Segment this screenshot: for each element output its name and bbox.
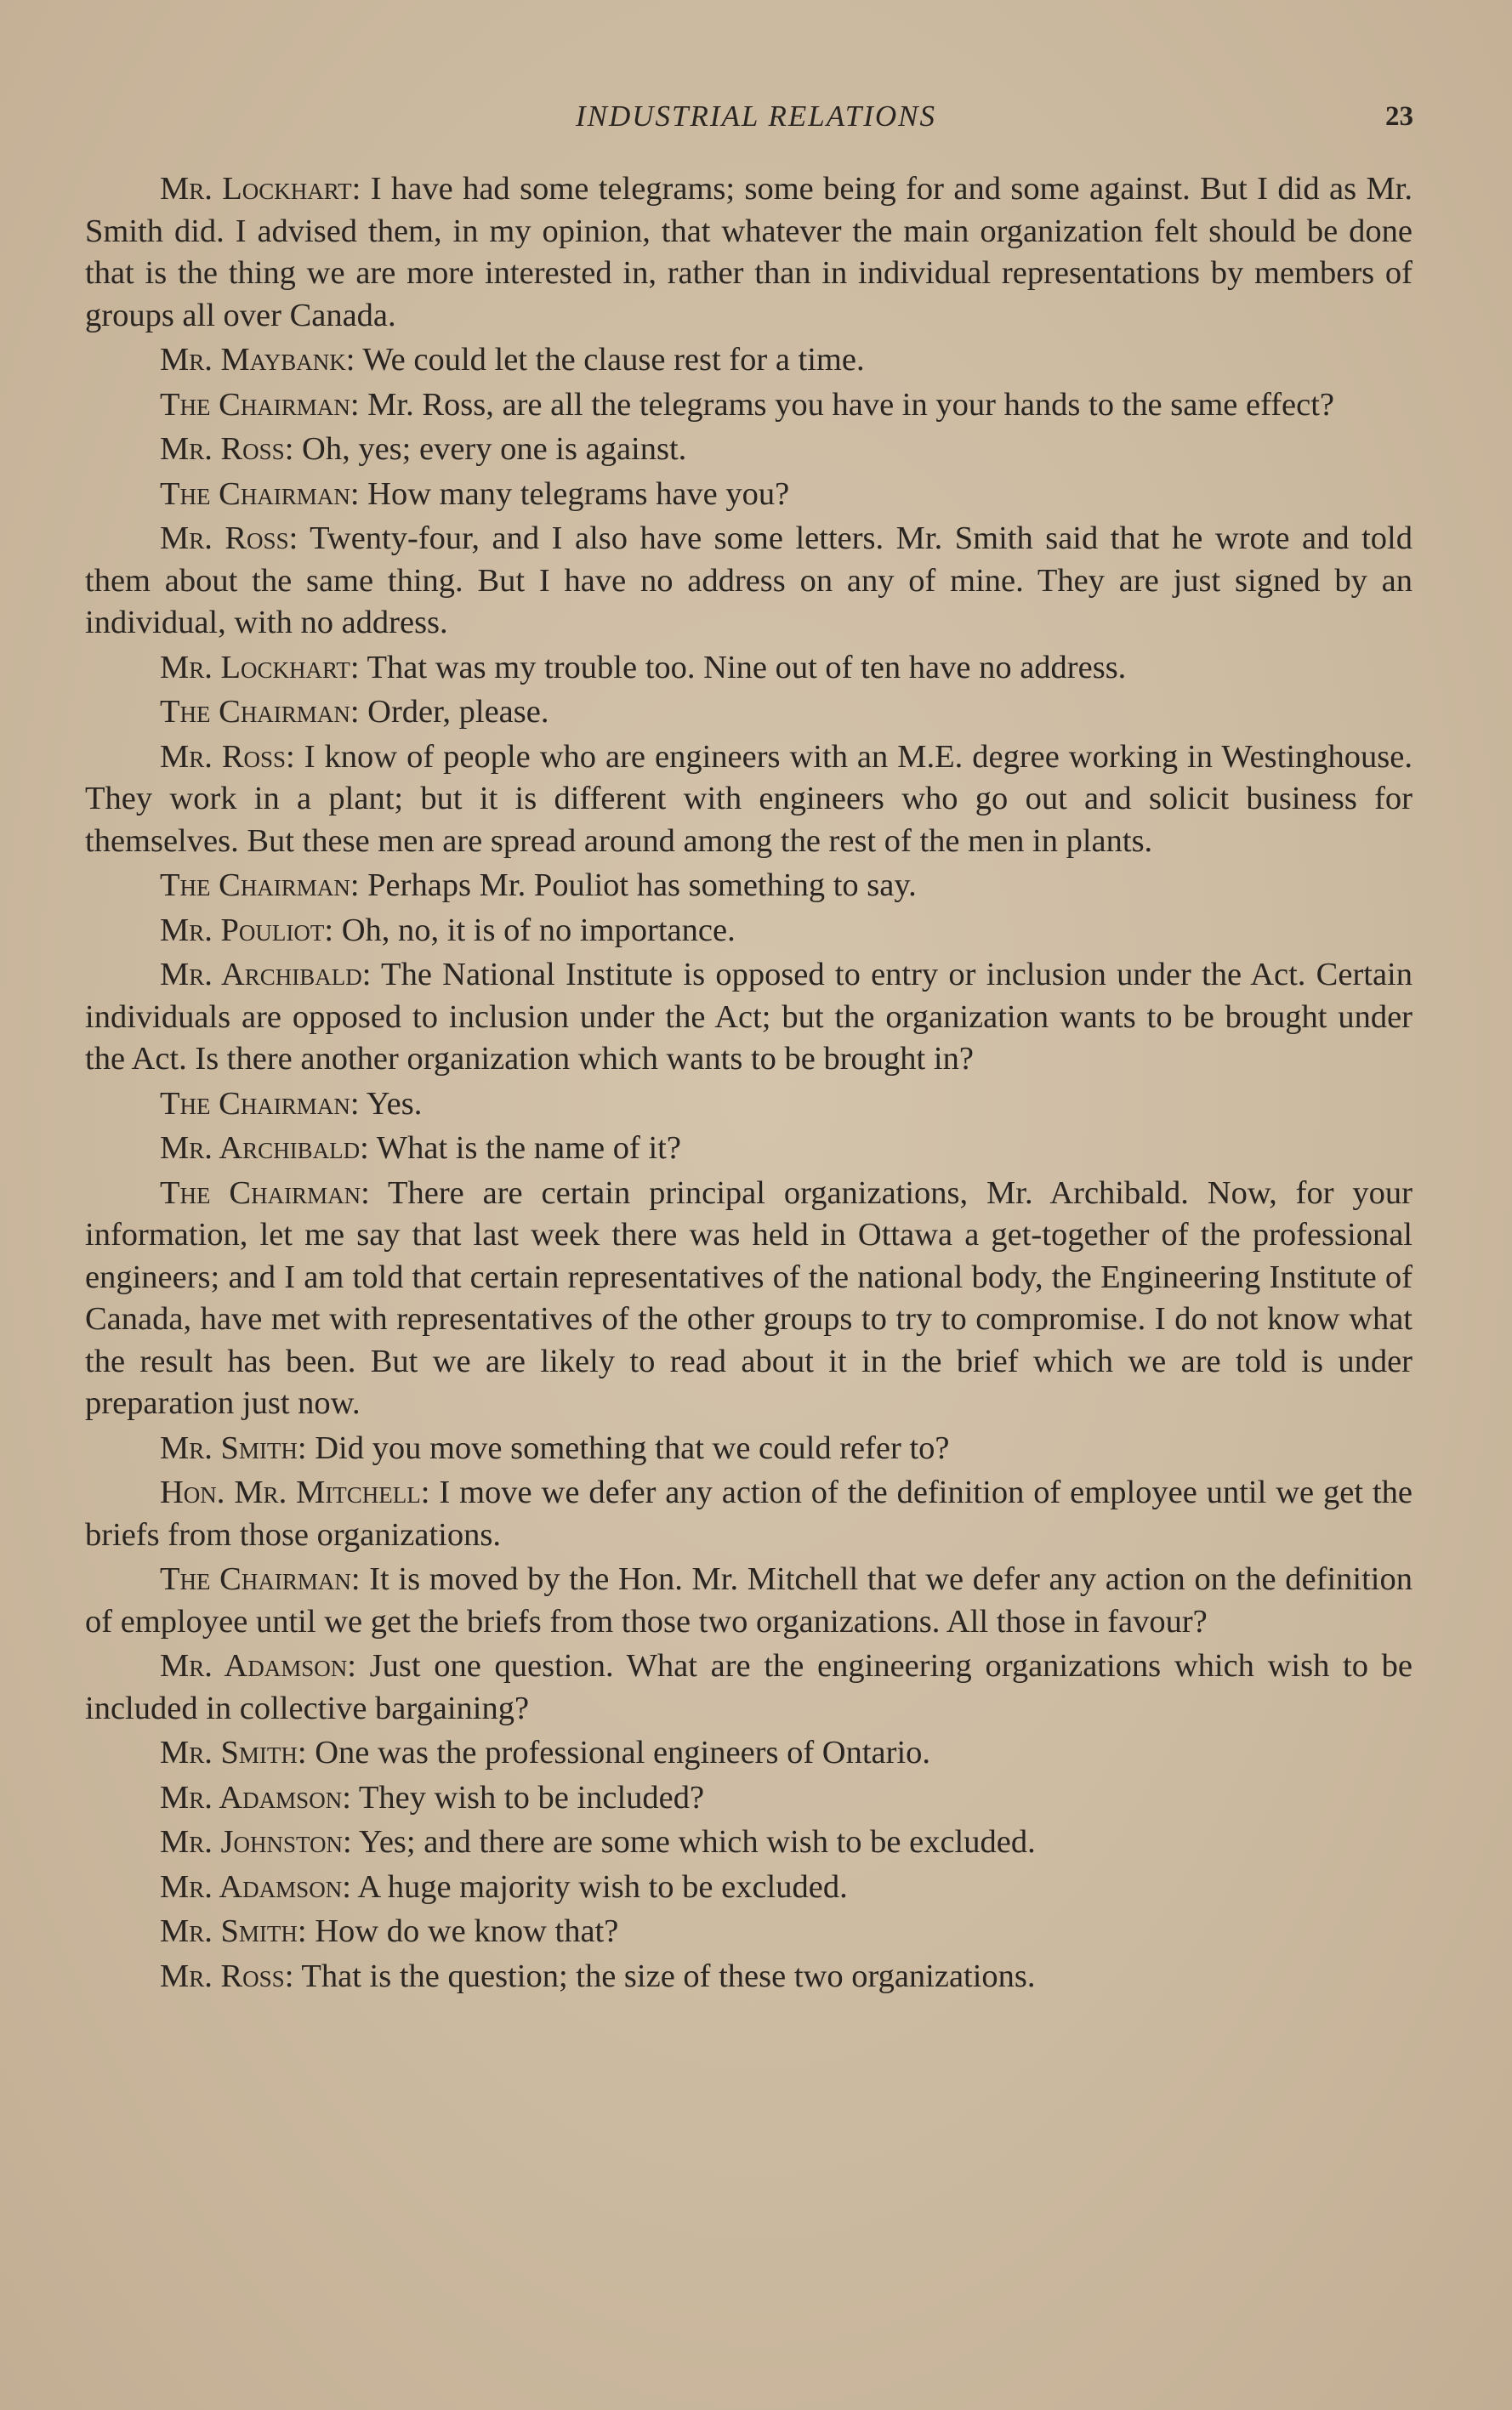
speaker-name: The Chairman: (160, 1174, 370, 1211)
speech-text: That is the question; the size of these two organizations. (293, 1958, 1036, 1994)
paragraph (85, 1956, 1413, 1998)
speech-text: I know of people who are engineers with an M.E. degree working in Westinghouse. They work in a plant; but it is different with engineers who go out and solicit business for themselves. But these men are spread around among the rest of the men in plants. (85, 738, 1413, 859)
speech-text: Order, please. (359, 694, 549, 730)
speaker-name: Mr. Pouliot: (160, 912, 334, 948)
running-title: INDUSTRIAL RELATIONS (575, 99, 937, 133)
paragraph (85, 865, 1413, 907)
transcript-body (85, 168, 1413, 2000)
paragraph (85, 910, 1413, 952)
paragraph (85, 1128, 1413, 1170)
paragraph (85, 1732, 1413, 1775)
speaker-name: The Chairman: (160, 386, 360, 423)
speech-text: Just one question. What are the engineering organizations which wish to be included in collective bargaining? (85, 1648, 1413, 1726)
speaker-name: The Chairman: (160, 694, 360, 730)
paragraph (85, 1867, 1413, 1909)
speech-text: I move we defer any action of the definition of employee until we get the briefs from those organizations. (85, 1475, 1413, 1553)
speaker-name: Mr. Maybank: (160, 342, 355, 378)
speaker-name: Mr. Ross: (160, 520, 298, 556)
paragraph (85, 1173, 1413, 1425)
speech-text: There are certain principal organizations, Mr. Archibald. Now, for your information, let me say that last week there was held in Ottawa a get-together of the professional engineers; and I am told that certain representatives of the national body, the Engineering Institute of Canada, have met with representatives of the other groups to try to compromise. I do not know what the result has been. But we are likely to read about it in the brief which we are told is under preparation just now. (85, 1174, 1413, 1421)
speaker-name: Mr. Smith: (160, 1913, 307, 1949)
paragraph (85, 339, 1413, 382)
speaker-name: Mr. Smith: (160, 1735, 307, 1771)
paragraph (85, 429, 1413, 471)
speaker-name: The Chairman: (160, 475, 360, 512)
paragraph (85, 954, 1413, 1081)
speech-text: Mr. Ross, are all the telegrams you have in your hands to the same effect? (359, 386, 1334, 423)
paragraph (85, 1428, 1413, 1470)
speaker-name: The Chairman: (160, 1085, 360, 1122)
paragraph (85, 1083, 1413, 1126)
speaker-name: Mr. Adamson: (160, 1868, 351, 1905)
speech-text: That was my trouble too. Nine out of ten have no address. (359, 649, 1127, 685)
paragraph (85, 474, 1413, 516)
paragraph (85, 1911, 1413, 1953)
paragraph (85, 1472, 1413, 1556)
speech-text: Perhaps Mr. Pouliot has something to say. (359, 867, 917, 903)
speaker-name: Mr. Ross: (160, 1958, 294, 1994)
speech-text: Oh, no, it is of no importance. (333, 912, 736, 948)
speaker-name: Mr. Lockhart: (160, 171, 361, 207)
paragraph (85, 691, 1413, 734)
speaker-name: Mr. Adamson: (160, 1779, 351, 1816)
speaker-name: Mr. Archibald: (160, 957, 372, 992)
paragraph (85, 647, 1413, 690)
speaker-name: Mr. Archibald: (160, 1130, 369, 1166)
speech-text: What is the name of it? (368, 1130, 681, 1166)
speaker-name: The Chairman: (160, 1561, 361, 1597)
speaker-name: Hon. Mr. Mitchell: (160, 1475, 430, 1510)
speaker-name: Mr. Lockhart: (160, 649, 360, 685)
speech-text: Yes. (359, 1085, 423, 1122)
speech-text: They wish to be included? (350, 1779, 705, 1816)
speaker-name: Mr. Adamson: (160, 1648, 356, 1684)
page-number: 23 (1385, 101, 1413, 132)
paragraph (85, 384, 1413, 427)
paragraph (85, 1646, 1413, 1730)
speech-text: It is moved by the Hon. Mr. Mitchell that we defer any action on the definition of employee until we get the briefs from those two organizations. All those in favour? (85, 1561, 1413, 1640)
paragraph (85, 1822, 1413, 1864)
paragraph (85, 518, 1413, 645)
speech-text: Yes; and there are some which wish to be excluded. (351, 1824, 1036, 1860)
running-head (0, 95, 1512, 138)
speech-text: We could let the clause rest for a time. (355, 342, 865, 378)
speech-text: Oh, yes; every one is against. (293, 431, 687, 467)
speaker-name: Mr. Ross: (160, 738, 295, 775)
speech-text: A huge majority wish to be excluded. (350, 1868, 848, 1905)
paragraph (85, 1777, 1413, 1820)
paragraph (85, 1559, 1413, 1643)
speaker-name: Mr. Johnston: (160, 1824, 352, 1860)
speaker-name: The Chairman: (160, 867, 360, 903)
speech-text: Did you move something that we could refer to? (306, 1430, 950, 1466)
speech-text: I have had some telegrams; some being for and some against. But I did as Mr. Smith did. I advised them, in my opinion, that whatever the main organization felt should be done that is the thing we are more interested in, rather than in individual representations by members of groups all over Canada. (85, 171, 1413, 333)
speech-text: How do we know that? (306, 1913, 619, 1949)
paragraph (85, 736, 1413, 863)
speaker-name: Mr. Smith: (160, 1430, 307, 1466)
speech-text: One was the professional engineers of Ontario. (306, 1735, 931, 1771)
speaker-name: Mr. Ross: (160, 431, 294, 467)
speech-text: How many telegrams have you? (359, 475, 790, 512)
speech-text: The National Institute is opposed to entry or inclusion under the Act. Certain individuals are opposed to inclusion under the Act; but the organization wants to be brought under the Act. Is there another organization which wants to be brought in? (85, 957, 1413, 1077)
speech-text: Twenty-four, and I also have some letters. Mr. Smith said that he wrote and told them about the same thing. But I have no address on any of mine. They are just signed by an individual, with no address. (85, 520, 1413, 640)
paragraph (85, 168, 1413, 337)
